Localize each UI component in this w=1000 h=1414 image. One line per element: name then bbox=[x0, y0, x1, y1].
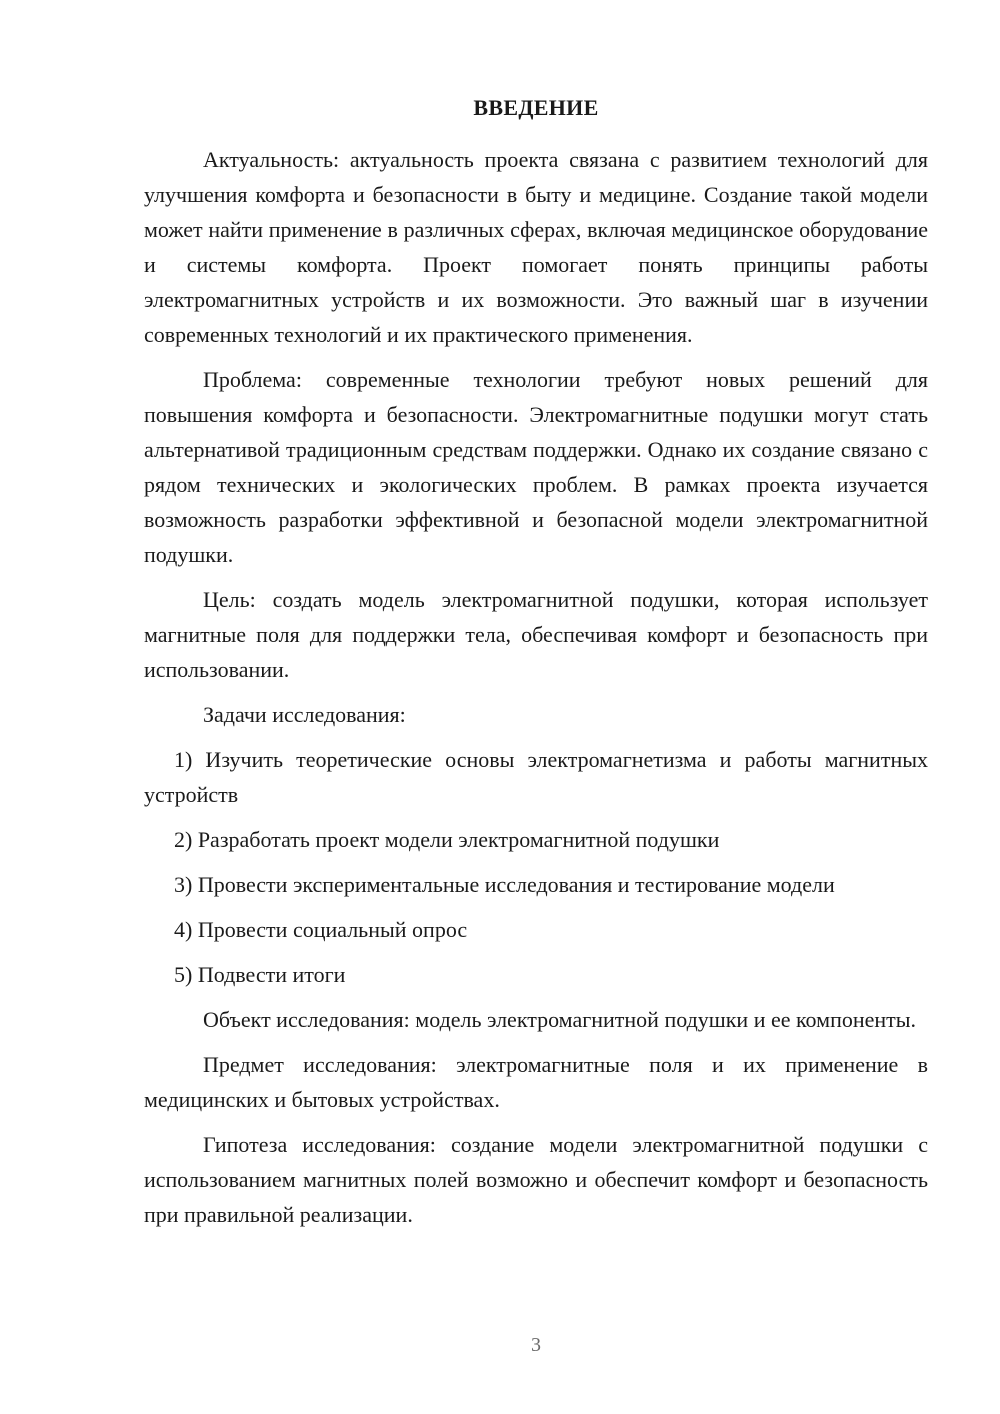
tasks-list bbox=[144, 742, 928, 992]
paragraph-object: Объект исследования: модель электромагнитной подушки и ее компоненты. bbox=[203, 1007, 917, 1032]
section-heading: ВВЕДЕНИЕ bbox=[473, 95, 599, 120]
list-item: 5) Подвести итоги bbox=[174, 962, 346, 987]
list-item: 1) Изучить теоретические основы электромагнетизма и работы магнитных устройств bbox=[144, 747, 928, 807]
paragraph-hypothesis: Гипотеза исследования: создание модели электромагнитной подушки с использованием магнитных полей возможно и обеспечит комфорт и безопасность при правильной реализации. bbox=[144, 1132, 928, 1227]
paragraph-relevance: Актуальность: актуальность проекта связана с развитием технологий для улучшения комфорта и безопасности в быту и медицине. Создание такой модели может найти применение в различных сферах, включая медицинское оборудование и системы комфорта. Проект помогает понять принципы работы электромагнитных устройств и их возможности. Это важный шаг в изучении современных технологий и их практического применения. bbox=[144, 147, 928, 347]
list-item: 4) Провести социальный опрос bbox=[174, 917, 468, 942]
paragraph-tasks-intro: Задачи исследования: bbox=[203, 702, 406, 727]
document-body bbox=[144, 142, 928, 1242]
paragraph-problem: Проблема: современные технологии требуют новых решений для повышения комфорта и безопасности. Электромагнитные подушки могут стать альтернативой традиционным средствам поддержки. Однако их создание связано с рядом технических и экологических проблем. В рамках проекта изучается возможность разработки эффективной и безопасной модели электромагнитной подушки. bbox=[144, 367, 928, 567]
list-item: 2) Разработать проект модели электромагнитной подушки bbox=[174, 827, 720, 852]
page-number: 3 bbox=[531, 1334, 541, 1356]
paragraph-goal: Цель: создать модель электромагнитной подушки, которая использует магнитные поля для поддержки тела, обеспечивая комфорт и безопасность при использовании. bbox=[144, 587, 928, 682]
list-item: 3) Провести экспериментальные исследования и тестирование модели bbox=[174, 872, 835, 897]
paragraph-subject: Предмет исследования: электромагнитные поля и их применение в медицинских и бытовых устройствах. bbox=[144, 1052, 928, 1112]
